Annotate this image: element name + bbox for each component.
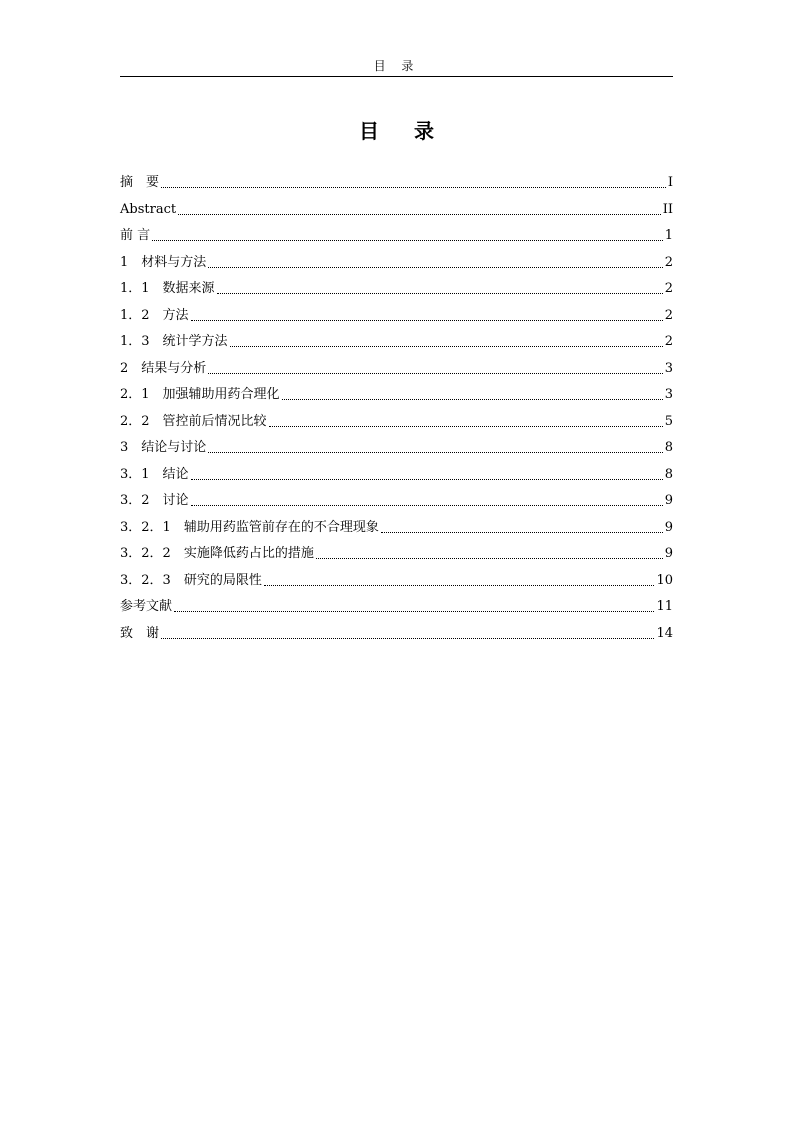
toc-entry-page-number: 5 bbox=[664, 413, 673, 429]
toc-dot-leader bbox=[269, 415, 663, 429]
toc-entry[interactable] bbox=[120, 594, 673, 621]
toc-entry-label: 参考文献 bbox=[120, 599, 173, 614]
toc-dot-leader bbox=[161, 176, 666, 190]
toc-entry-page-number: 11 bbox=[656, 599, 673, 614]
toc-dot-leader bbox=[191, 468, 663, 482]
toc-entry-page-number: 8 bbox=[664, 440, 673, 455]
toc-entry-label: 摘 要 bbox=[120, 175, 160, 190]
toc-entry-page-number: 14 bbox=[656, 625, 673, 641]
toc-title: 目 录 bbox=[359, 119, 448, 143]
toc-entry-label: 1．3 统计学方法 bbox=[120, 334, 228, 349]
toc-entry-label: 1．2 方法 bbox=[120, 307, 189, 323]
toc-entry-label: 2．2 管控前后情况比较 bbox=[120, 413, 267, 429]
toc-entry-label: 1 材料与方法 bbox=[120, 254, 207, 270]
toc-dot-leader bbox=[217, 282, 663, 296]
running-header: 目 录 bbox=[373, 59, 420, 73]
toc-entry-label: 2．1 加强辅助用药合理化 bbox=[120, 387, 280, 402]
toc-entry[interactable] bbox=[120, 462, 673, 489]
toc-dot-leader bbox=[152, 229, 663, 243]
toc-dot-leader bbox=[178, 203, 661, 217]
toc-entry[interactable] bbox=[120, 621, 673, 648]
toc-entry-page-number: 8 bbox=[664, 466, 673, 482]
toc-entry[interactable] bbox=[120, 515, 673, 542]
toc-entry-label: 3．1 结论 bbox=[120, 466, 189, 482]
toc-entry-page-number: 1 bbox=[664, 228, 673, 243]
toc-entry[interactable] bbox=[120, 356, 673, 383]
toc-entry-page-number: 9 bbox=[664, 493, 673, 508]
toc-dot-leader bbox=[208, 256, 662, 270]
toc-dot-leader bbox=[381, 521, 663, 535]
toc-entry[interactable] bbox=[120, 303, 673, 330]
toc-dot-leader bbox=[161, 627, 654, 641]
toc-entry[interactable] bbox=[120, 409, 673, 436]
toc-entry[interactable] bbox=[120, 276, 673, 303]
toc-entry-label: 1．1 数据来源 bbox=[120, 281, 215, 296]
toc-dot-leader bbox=[191, 309, 663, 323]
toc-entry[interactable] bbox=[120, 223, 673, 250]
toc-entry[interactable] bbox=[120, 382, 673, 409]
toc-entry-page-number: 10 bbox=[656, 572, 673, 588]
toc-entry-label: Abstract bbox=[120, 201, 177, 217]
toc-entry-label: 致 谢 bbox=[120, 625, 160, 641]
toc-entry-label: 前 言 bbox=[120, 228, 151, 243]
toc-entry[interactable] bbox=[120, 568, 673, 595]
toc-entry[interactable] bbox=[120, 435, 673, 462]
header-rule bbox=[120, 76, 673, 77]
toc-dot-leader bbox=[208, 362, 662, 376]
toc-dot-leader bbox=[316, 547, 663, 561]
toc-dot-leader bbox=[191, 494, 663, 508]
toc-entry[interactable] bbox=[120, 329, 673, 356]
toc-entry-page-number: 3 bbox=[664, 387, 673, 402]
toc-entry-label: 3 结论与讨论 bbox=[120, 440, 207, 455]
toc-entry-page-number: 2 bbox=[664, 254, 673, 270]
toc-dot-leader bbox=[282, 388, 663, 402]
toc-dot-leader bbox=[230, 335, 663, 349]
table-of-contents bbox=[120, 170, 673, 647]
toc-entry-page-number: 2 bbox=[664, 281, 673, 296]
toc-entry-page-number: 9 bbox=[664, 546, 673, 561]
toc-entry[interactable] bbox=[120, 488, 673, 515]
toc-entry-page-number: 9 bbox=[664, 519, 673, 535]
toc-entry-label: 3．2 讨论 bbox=[120, 493, 189, 508]
toc-entry-page-number: 2 bbox=[664, 334, 673, 349]
toc-entry[interactable] bbox=[120, 197, 673, 224]
toc-dot-leader bbox=[208, 441, 662, 455]
toc-entry-page-number: 3 bbox=[664, 360, 673, 376]
toc-entry[interactable] bbox=[120, 541, 673, 568]
toc-entry-label: 2 结果与分析 bbox=[120, 360, 207, 376]
toc-entry-label: 3．2．1 辅助用药监管前存在的不合理现象 bbox=[120, 519, 379, 535]
toc-entry-label: 3．2．3 研究的局限性 bbox=[120, 572, 262, 588]
toc-entry[interactable] bbox=[120, 250, 673, 277]
toc-dot-leader bbox=[264, 574, 655, 588]
toc-dot-leader bbox=[174, 600, 654, 614]
toc-entry-page-number: II bbox=[662, 201, 673, 217]
toc-entry[interactable] bbox=[120, 170, 673, 197]
toc-entry-label: 3．2．2 实施降低药占比的措施 bbox=[120, 546, 314, 561]
toc-entry-page-number: I bbox=[667, 175, 673, 190]
toc-entry-page-number: 2 bbox=[664, 307, 673, 323]
